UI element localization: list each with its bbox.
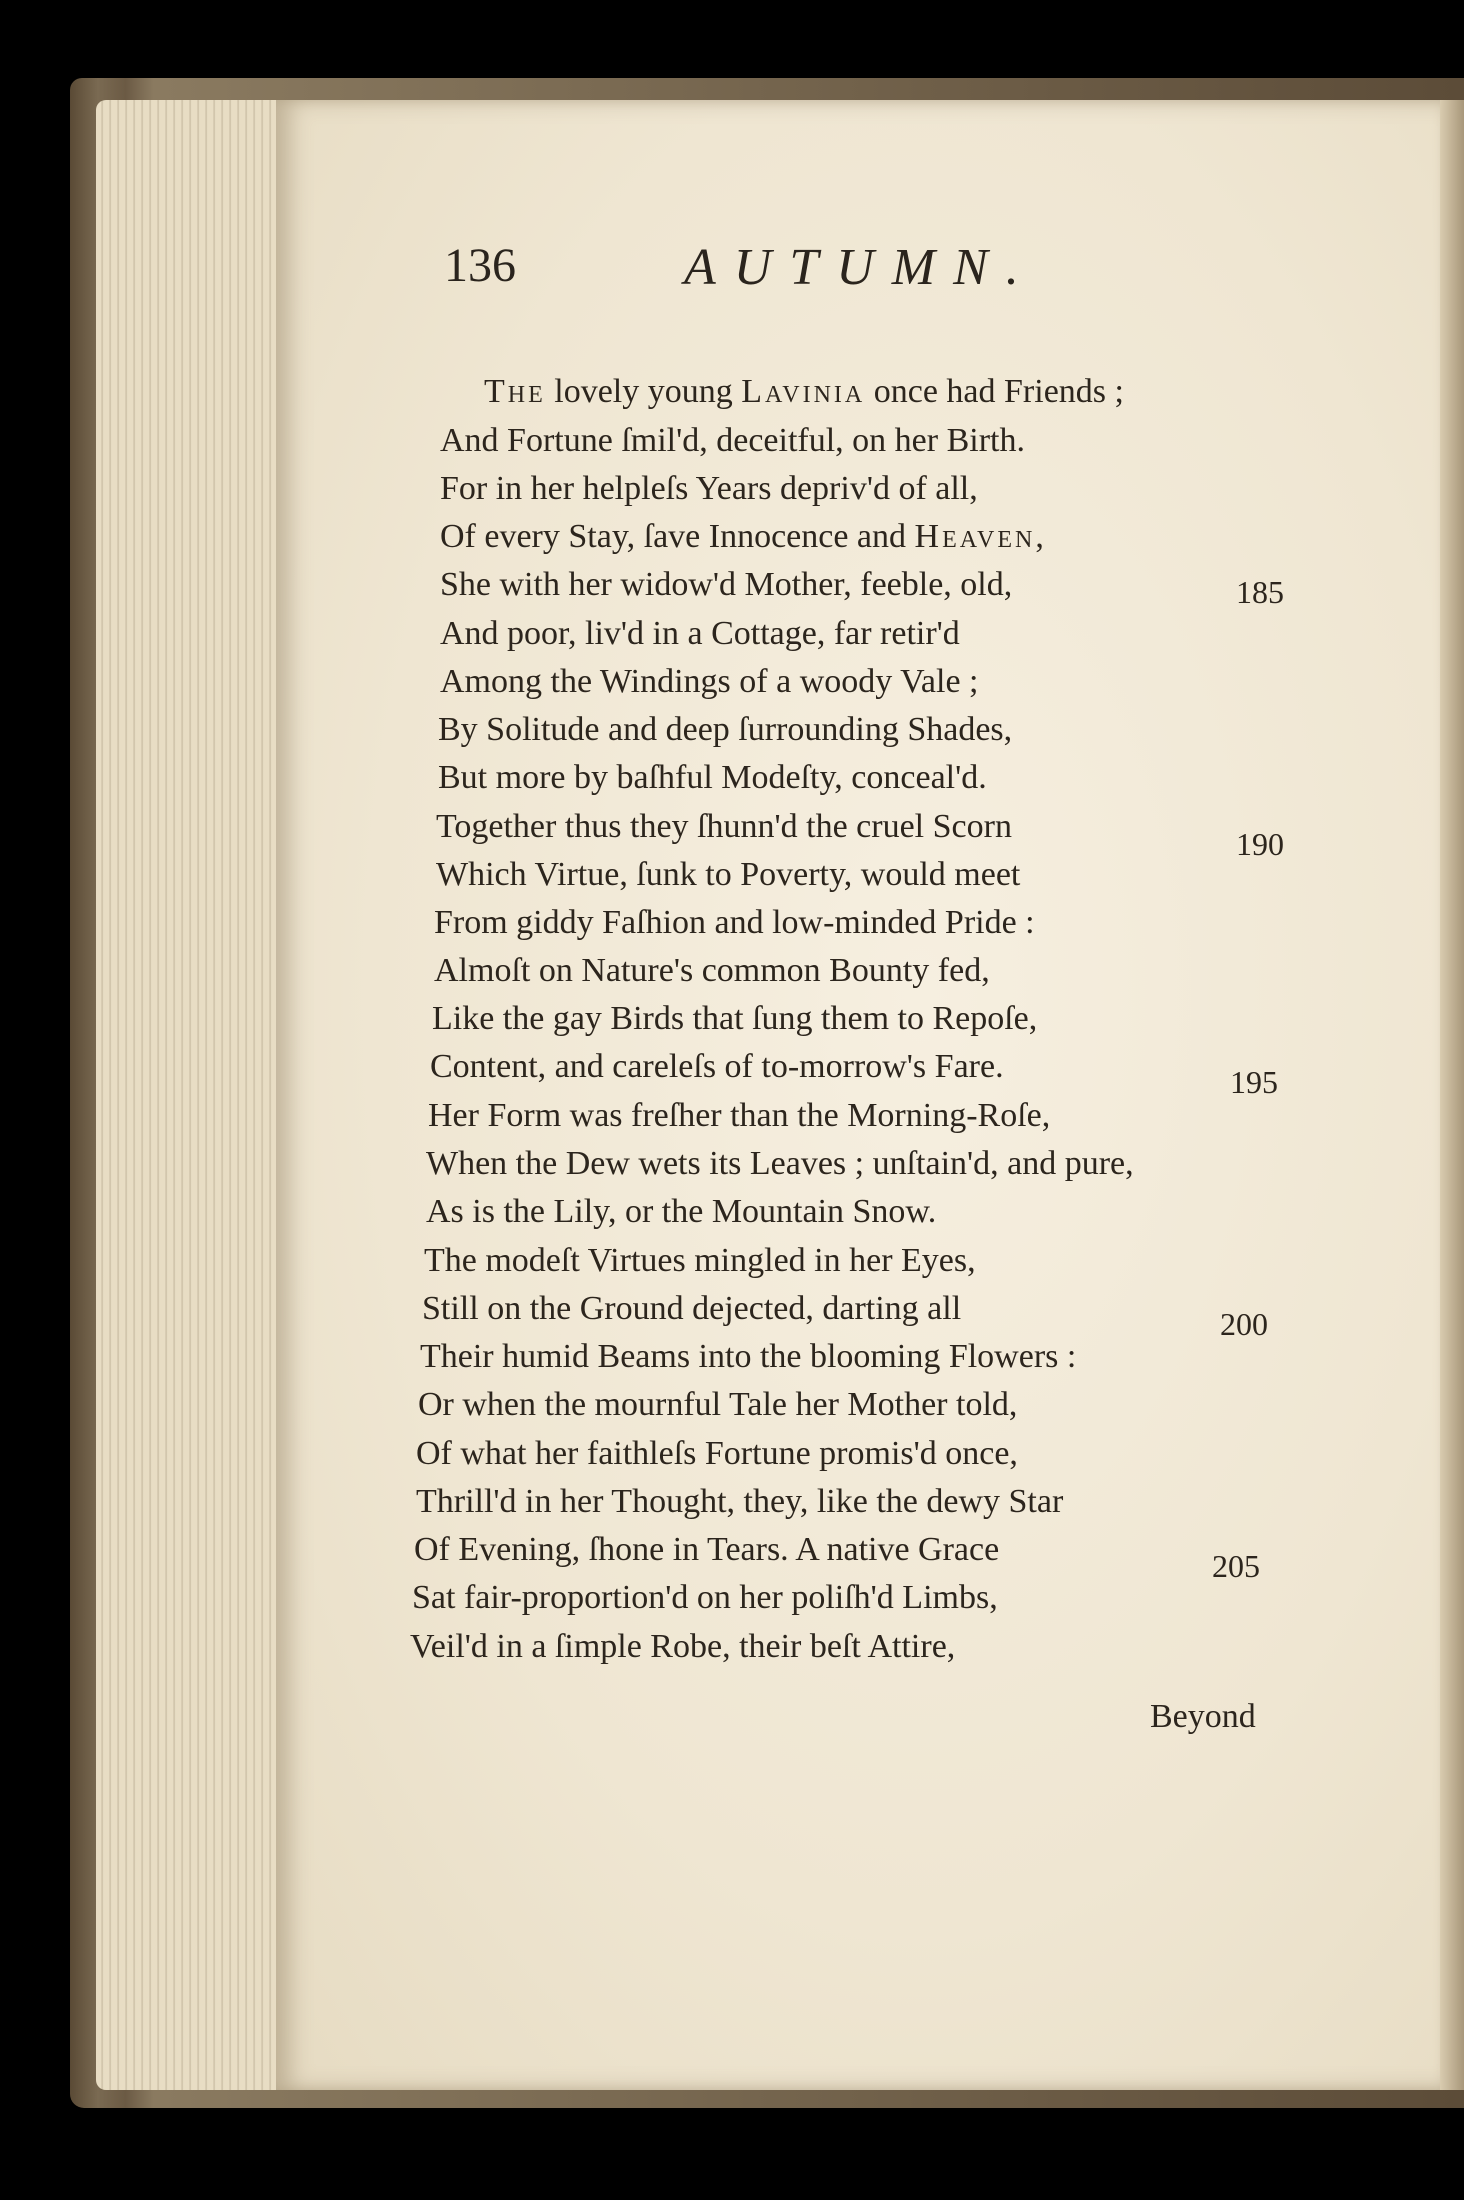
line-number: 185 xyxy=(1236,574,1284,610)
poem-line: The modeſt Virtues mingled in her Eyes, xyxy=(424,1242,976,1279)
running-title: AUTUMN. xyxy=(684,239,1037,296)
poem-line: Veil'd in a ſimple Robe, their beſt Attire, xyxy=(410,1628,956,1665)
poem-line: Content, and careleſs of to-morrow's Fare. xyxy=(430,1048,1004,1085)
poem-line: Like the gay Birds that ſung them to Repoſe, xyxy=(432,1000,1038,1037)
poem-line: Among the Windings of a woody Vale ; xyxy=(440,663,979,700)
line-number: 195 xyxy=(1230,1064,1278,1100)
poem-line: Of what her faithleſs Fortune promis'd once, xyxy=(416,1435,1018,1472)
poem-line: Still on the Ground dejected, darting all xyxy=(422,1290,962,1327)
poem-line: Or when the mournful Tale her Mother told, xyxy=(418,1386,1018,1423)
poem-line: Together thus they ſhunn'd the cruel Scorn xyxy=(436,808,1012,845)
poem-line: Of every Stay, ſave Innocence and Heaven, xyxy=(440,518,1044,555)
poem-line: As is the Lily, or the Mountain Snow. xyxy=(426,1193,937,1230)
poem-line: For in her helpleſs Years depriv'd of all, xyxy=(440,470,978,507)
poem-line: Almoſt on Nature's common Bounty fed, xyxy=(434,952,990,989)
poem-line: And poor, liv'd in a Cottage, far retir'd xyxy=(440,615,960,652)
line-number: 200 xyxy=(1220,1306,1268,1342)
poem-line: And Fortune ſmil'd, deceitful, on her Birth. xyxy=(440,422,1025,459)
poem-line: But more by baſhful Modeſty, conceal'd. xyxy=(438,759,987,796)
poem-line: She with her widow'd Mother, feeble, old, xyxy=(440,566,1013,603)
poem-line: Their humid Beams into the blooming Flowers : xyxy=(420,1338,1077,1375)
page-number: 136 xyxy=(444,239,516,292)
line-number: 205 xyxy=(1212,1548,1260,1584)
poem-line: Thrill'd in her Thought, they, like the dewy Star xyxy=(416,1483,1064,1520)
poem-line: Her Form was freſher than the Morning-Roſe, xyxy=(428,1097,1051,1134)
poem-line: Sat fair-proportion'd on her poliſh'd Limbs, xyxy=(412,1579,998,1616)
poem-line: From giddy Faſhion and low-minded Pride : xyxy=(434,904,1035,941)
catchword: Beyond xyxy=(1150,1698,1256,1735)
poem-line: By Solitude and deep ſurrounding Shades, xyxy=(438,711,1013,748)
poem-line: When the Dew wets its Leaves ; unſtain'd, and pure, xyxy=(426,1145,1134,1182)
poem-line: Of Evening, ſhone in Tears. A native Grace xyxy=(414,1531,1000,1568)
poem-line: The lovely young Lavinia once had Friends ; xyxy=(484,373,1124,410)
line-number: 190 xyxy=(1236,826,1284,862)
poem-line: Which Virtue, ſunk to Poverty, would meet xyxy=(436,856,1021,893)
